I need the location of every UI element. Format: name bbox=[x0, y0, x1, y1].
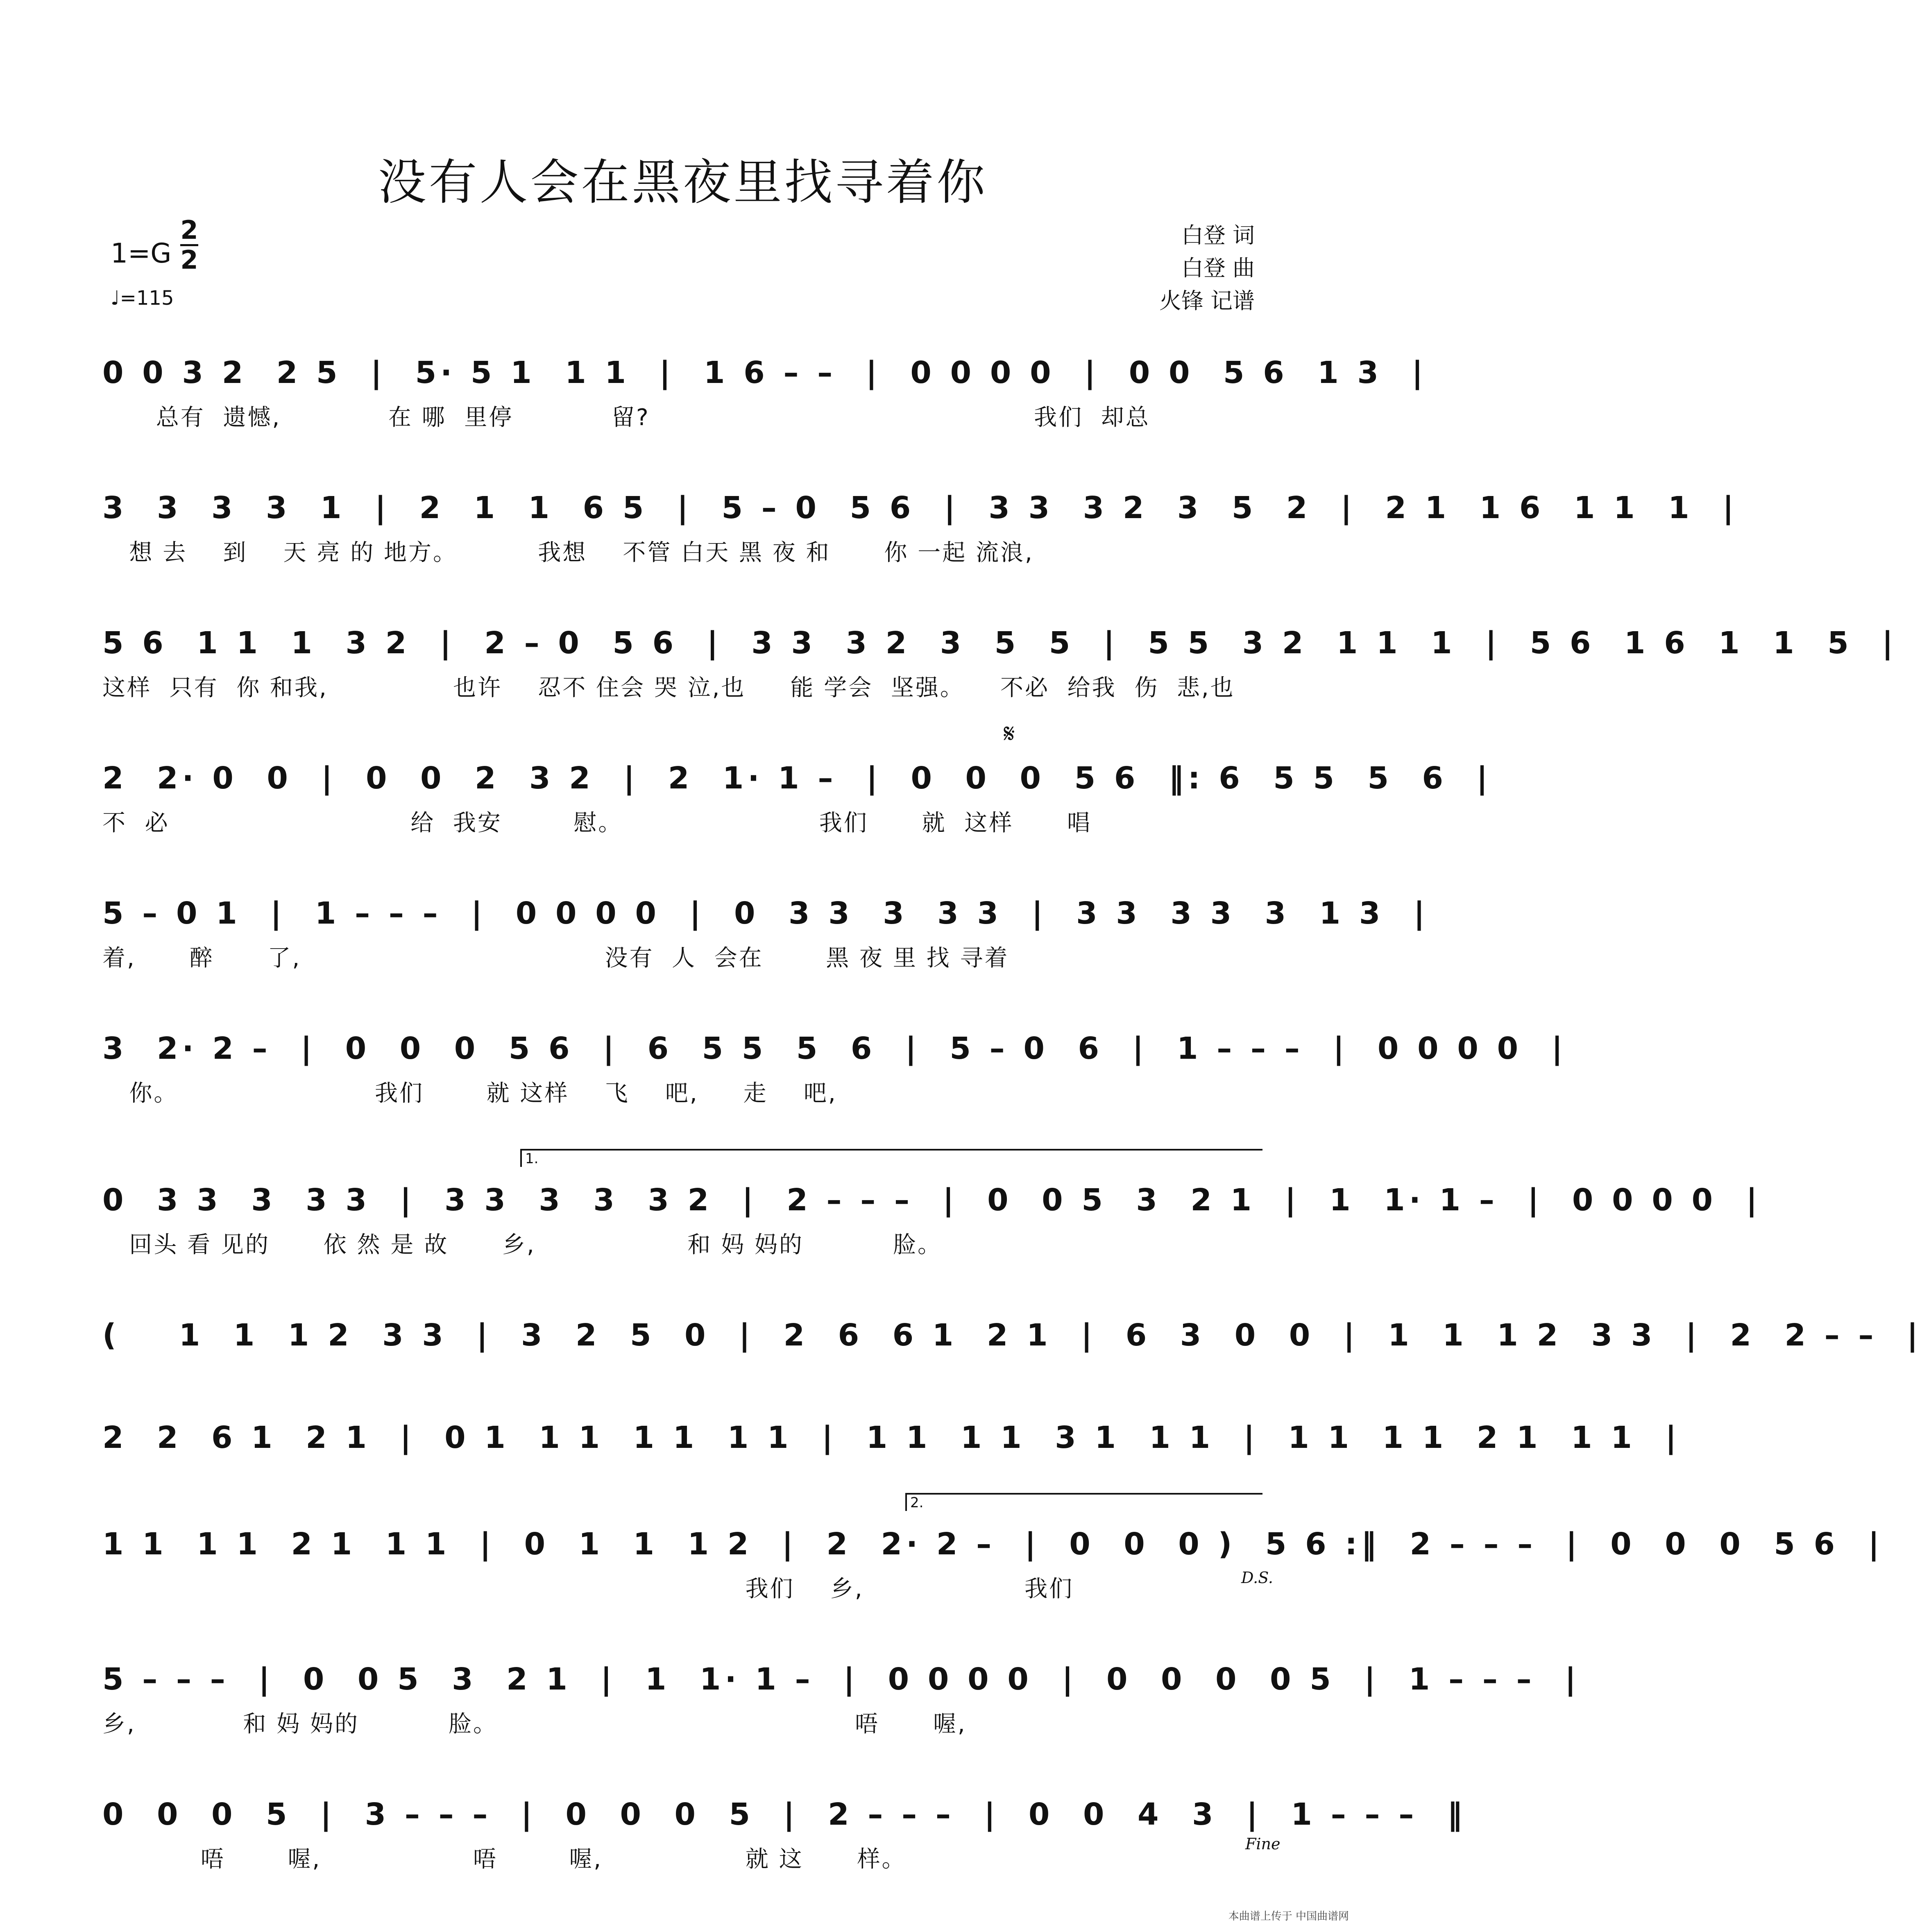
lyrics-line: 总有 遗憾, 在 哪 里停 留? 我们 却总 bbox=[102, 404, 1150, 431]
notes-line: 3 3 3 3 1 | 2 1 1 6 5 | 5 – 0 5 6 | 3 3 3 2 3 5 2 | 2 1 1 6 1 1 1 | bbox=[102, 490, 1738, 525]
lyrics-line: 唔 喔, 唔 喔, 就 这 样。 bbox=[102, 1846, 907, 1873]
time-signature bbox=[180, 217, 198, 273]
volta-2: 2. bbox=[905, 1493, 1262, 1511]
lyrics-line: 着, 醉 了, 没有 人 会在 黑 夜 里 找 寻着 bbox=[102, 945, 1009, 972]
tempo-marking: ♩=115 bbox=[111, 287, 174, 310]
lyricist: 白登 词 bbox=[1181, 222, 1255, 248]
transcriber: 火锋 记谱 bbox=[1159, 288, 1255, 314]
time-bottom: 2 bbox=[180, 245, 198, 275]
footer-credit: 本曲谱上传于 中国曲谱网 bbox=[1228, 1910, 1349, 1923]
lyrics-line: 你。 我们 就 这样 飞 吧, 走 吧, bbox=[102, 1080, 837, 1107]
lyrics-line: 不 必 给 我安 慰。 我们 就 这样 唱 bbox=[102, 810, 1092, 836]
notes-line: ( 1 1 1 2 3 3 | 3 2 5 0 | 2 6 6 1 2 1 | 6 3 0 0 | 1 1 1 2 3 3 | 2 2 – – | bbox=[102, 1318, 1922, 1353]
notes-line: 3 2· 2 – | 0 0 0 5 6 | 6 5 5 5 6 | 5 – 0 6 | 1 – – – | 0 0 0 0 | bbox=[102, 1031, 1567, 1066]
lyrics-line: 我们 乡, 我们 bbox=[102, 1576, 1074, 1602]
fine-mark: Fine bbox=[1245, 1835, 1281, 1853]
lyrics-line: 这样 只有 你 和我, 也许 忍不 住会 哭 泣,也 能 学会 坚强。 不必 给我 伤 悲,也 bbox=[102, 675, 1235, 701]
lyrics-line: 回头 看 见的 依 然 是 故 乡, 和 妈 妈的 脸。 bbox=[102, 1232, 943, 1258]
segno-sign: 𝄋 bbox=[1004, 719, 1015, 749]
lyrics-line: 想 去 到 天 亮 的 地方。 我想 不管 白天 黑 夜 和 你 一起 流浪, bbox=[102, 539, 1034, 566]
notes-line: 0 3 3 3 3 3 | 3 3 3 3 3 2 | 2 – – – | 0 0 5 3 2 1 | 1 1· 1 – | 0 0 0 0 | bbox=[102, 1182, 1761, 1218]
notes-line: 5 6 1 1 1 3 2 | 2 – 0 5 6 | 3 3 3 2 3 5 5 | 5 5 3 2 1 1 1 | 5 6 1 6 1 1 5 | bbox=[102, 625, 1897, 661]
notes-line: 2 2 6 1 2 1 | 0 1 1 1 1 1 1 1 | 1 1 1 1 3 1 1 1 | 1 1 1 1 2 1 1 1 | bbox=[102, 1420, 1681, 1455]
notes-line: 0 0 3 2 2 5 | 5· 5 1 1 1 | 1 6 – – | 0 0 0 0 | 0 0 5 6 1 3 | bbox=[102, 355, 1427, 390]
lyrics-line: 乡, 和 妈 妈的 脸。 唔 喔, bbox=[102, 1711, 967, 1737]
notes-line: 2 2· 0 0 | 0 0 2 3 2 | 2 1· 1 – | 0 0 0 5 6 ‖: 6 5 5 5 6 | bbox=[102, 761, 1492, 796]
page-title: 没有人会在黑夜里找寻着你 bbox=[378, 154, 988, 211]
ds-mark: D.S. bbox=[1241, 1569, 1273, 1587]
notes-line: 5 – – – | 0 0 5 3 2 1 | 1 1· 1 – | 0 0 0 0 | 0 0 0 0 5 | 1 – – – | bbox=[102, 1662, 1580, 1697]
time-top: 2 bbox=[180, 215, 198, 245]
credits bbox=[1159, 219, 1255, 317]
volta-1: 1. bbox=[520, 1149, 1262, 1167]
composer: 白登 曲 bbox=[1181, 255, 1255, 281]
notes-line: 0 0 0 5 | 3 – – – | 0 0 0 5 | 2 – – – | 0 0 4 3 | 1 – – – ‖ bbox=[102, 1797, 1466, 1832]
notes-line: 1 1 1 1 2 1 1 1 | 0 1 1 1 2 | 2 2· 2 – | 0 0 0 ) 5 6 :‖ 2 – – – | 0 0 0 5 6 | bbox=[102, 1527, 1883, 1562]
notes-line: 5 – 0 1 | 1 – – – | 0 0 0 0 | 0 3 3 3 3 3 | 3 3 3 3 3 1 3 | bbox=[102, 896, 1429, 931]
key-signature: 1=G bbox=[111, 238, 172, 269]
